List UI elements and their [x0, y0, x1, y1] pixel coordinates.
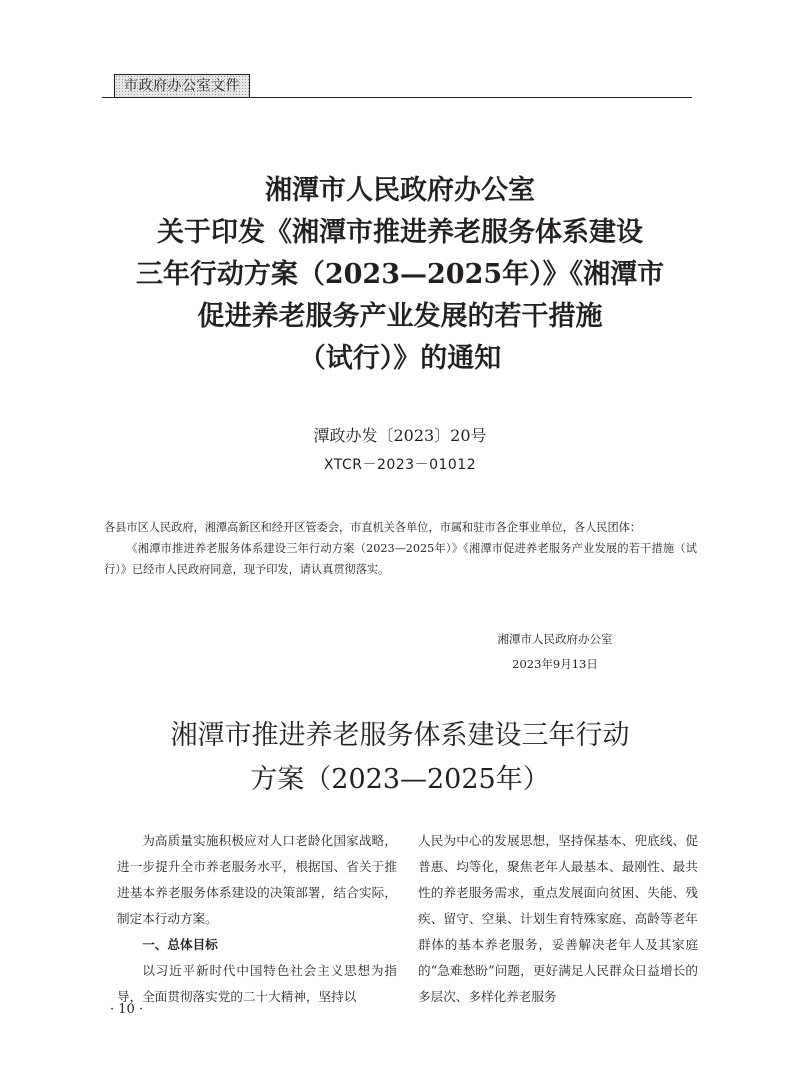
page-number: · 10 ·	[110, 1002, 144, 1017]
notice-recipients: 各县市区人民政府，湘潭高新区和经开区管委会，市直机关各单位，市属和驻市各企事业单位，各人民团体：	[104, 521, 642, 534]
notice-title	[80, 170, 720, 380]
section-text-continued: 人民为中心的发展思想，坚持保基本、兜底线、促普惠、均等化，聚焦老年人最基本、最刚性、最共性的养老服务需求，重点发展面向贫困、失能、残疾、留守、空巢、计划生育特殊家庭、高龄等老年群体的基本养老服务，妥善解决老年人及其家庭的“急难愁盼”问题，更好满足人民群众日益增长的多层次、多样化养老服务	[418, 833, 698, 1004]
article-column-right	[418, 828, 698, 1010]
notice-title-line: 促进养老服务产业发展的若干措施	[197, 301, 603, 332]
section-text: 以习近平新时代中国特色社会主义思想为指导，全面贯彻落实党的二十大精神，坚持以	[117, 963, 397, 1004]
notice-title-line: （试行）》的通知	[298, 343, 502, 374]
notice-title-line: 三年行动方案（2023—2025年）》《湘潭市	[135, 259, 665, 290]
article-intro: 为高质量实施积极应对人口老龄化国家战略，进一步提升全市养老服务水平，根据国、省关于推进基本养老服务体系建设的决策部署，结合实际，制定本行动方案。	[117, 833, 397, 926]
section-heading: 一、总体目标	[142, 937, 218, 952]
plan-title	[80, 714, 720, 802]
notice-body	[104, 517, 697, 580]
header-divider	[102, 97, 692, 98]
notice-text: 《湘潭市推进养老服务体系建设三年行动方案（2023—2025年）》《湘潭市促进养老服务产业发展的若干措施（试行）》已经市人民政府同意，现予印发，请认真贯彻落实。	[104, 542, 697, 576]
section-label: 市政府办公室文件	[114, 74, 250, 98]
notice-title-line: 关于印发《湘潭市推进养老服务体系建设	[157, 217, 643, 248]
notice-title-line: 湘潭市人民政府办公室	[265, 175, 535, 206]
document-code: XTCR－2023－01012	[323, 457, 477, 473]
document-number: 潭政办发〔2023〕20号	[313, 426, 487, 445]
article-column-left	[117, 828, 397, 1010]
notice-date: 2023年9月13日	[512, 657, 598, 671]
plan-title-line: 湘潭市推进养老服务体系建设三年行动	[170, 720, 630, 751]
notice-signer: 湘潭市人民政府办公室	[497, 632, 613, 646]
plan-title-line: 方案（2023—2025年）	[250, 764, 550, 795]
